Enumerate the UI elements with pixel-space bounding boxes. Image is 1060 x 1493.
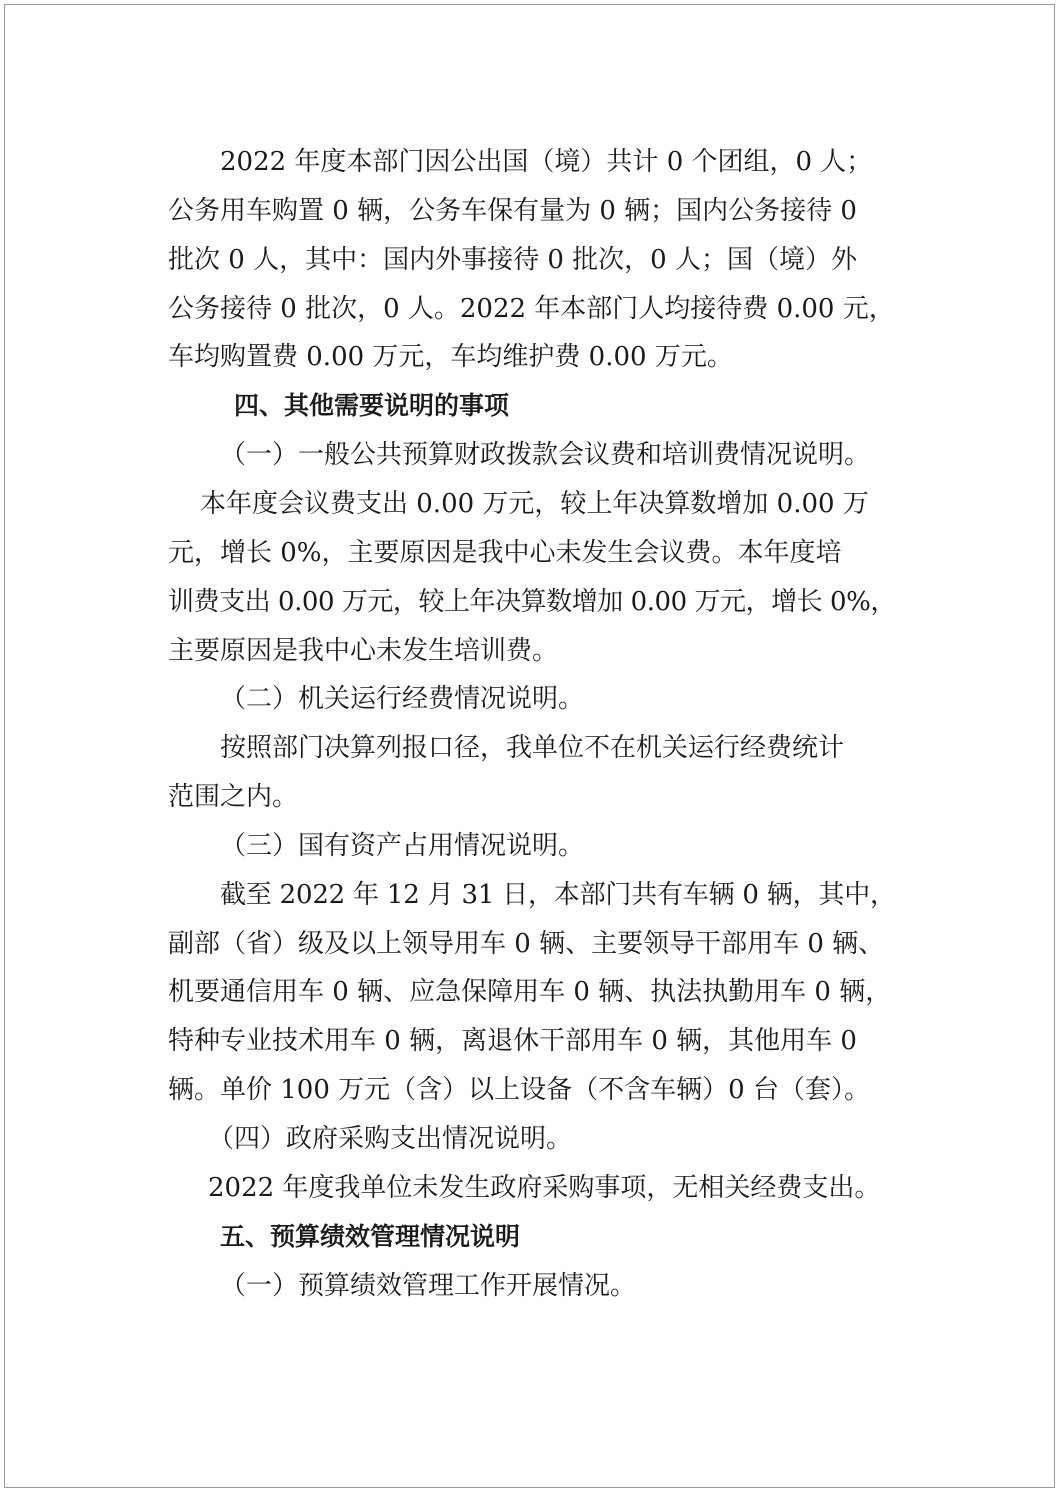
text-line: 按照部门决算列报口径，我单位不在机关运行经费统计 — [220, 733, 845, 763]
text-line: 公务接待 0 批次，0 人。2022 年本部门人均接待费 0.00 元， — [168, 294, 895, 324]
text-line: 2022 年度本部门因公出国（境）共计 0 个团组，0 人； — [220, 147, 873, 177]
text-line: 批次 0 人，其中：国内外事接待 0 批次，0 人；国（境）外 — [168, 245, 857, 275]
text-line: （四）政府采购支出情况说明。 — [208, 1124, 573, 1154]
text-line: （二）机关运行经费情况说明。 — [220, 684, 585, 714]
text-line: （一）一般公共预算财政拨款会议费和培训费情况说明。 — [220, 440, 871, 470]
text-line: 特种专业技术用车 0 辆，离退休干部用车 0 辆，其他用车 0 — [168, 1026, 857, 1056]
text-line: 截至 2022 年 12 月 31 日，本部门共有车辆 0 辆，其中， — [220, 880, 896, 910]
text-line: 公务用车购置 0 辆，公务车保有量为 0 辆；国内公务接待 0 — [168, 196, 857, 226]
text-line: 训费支出 0.00 万元，较上年决算数增加 0.00 万元，增长 0%， — [168, 587, 896, 617]
section-heading: 五、预算绩效管理情况说明 — [220, 1222, 521, 1251]
text-line: 副部（省）级及以上领导用车 0 辆、主要领导干部用车 0 辆、 — [168, 929, 885, 959]
text-line: 范围之内。 — [168, 782, 299, 812]
text-line: （一）预算绩效管理工作开展情况。 — [220, 1271, 637, 1301]
text-line: 2022 年度我单位未发生政府采购事项，无相关经费支出。 — [208, 1173, 881, 1203]
text-line: 本年度会议费支出 0.00 万元，较上年决算数增加 0.00 万 — [200, 489, 869, 519]
text-line: 主要原因是我中心未发生培训费。 — [168, 636, 559, 666]
text-line: （三）国有资产占用情况说明。 — [220, 831, 585, 861]
text-line: 元，增长 0%，主要原因是我中心未发生会议费。本年度培 — [168, 538, 842, 568]
section-heading: 四、其他需要说明的事项 — [234, 391, 510, 420]
text-line: 机要通信用车 0 辆、应急保障用车 0 辆、执法执勤用车 0 辆， — [168, 977, 892, 1007]
text-line: 车均购置费 0.00 万元，车均维护费 0.00 万元。 — [168, 342, 733, 372]
text-line: 辆。单价 100 万元（含）以上设备（不含车辆）0 台（套）。 — [168, 1075, 870, 1105]
